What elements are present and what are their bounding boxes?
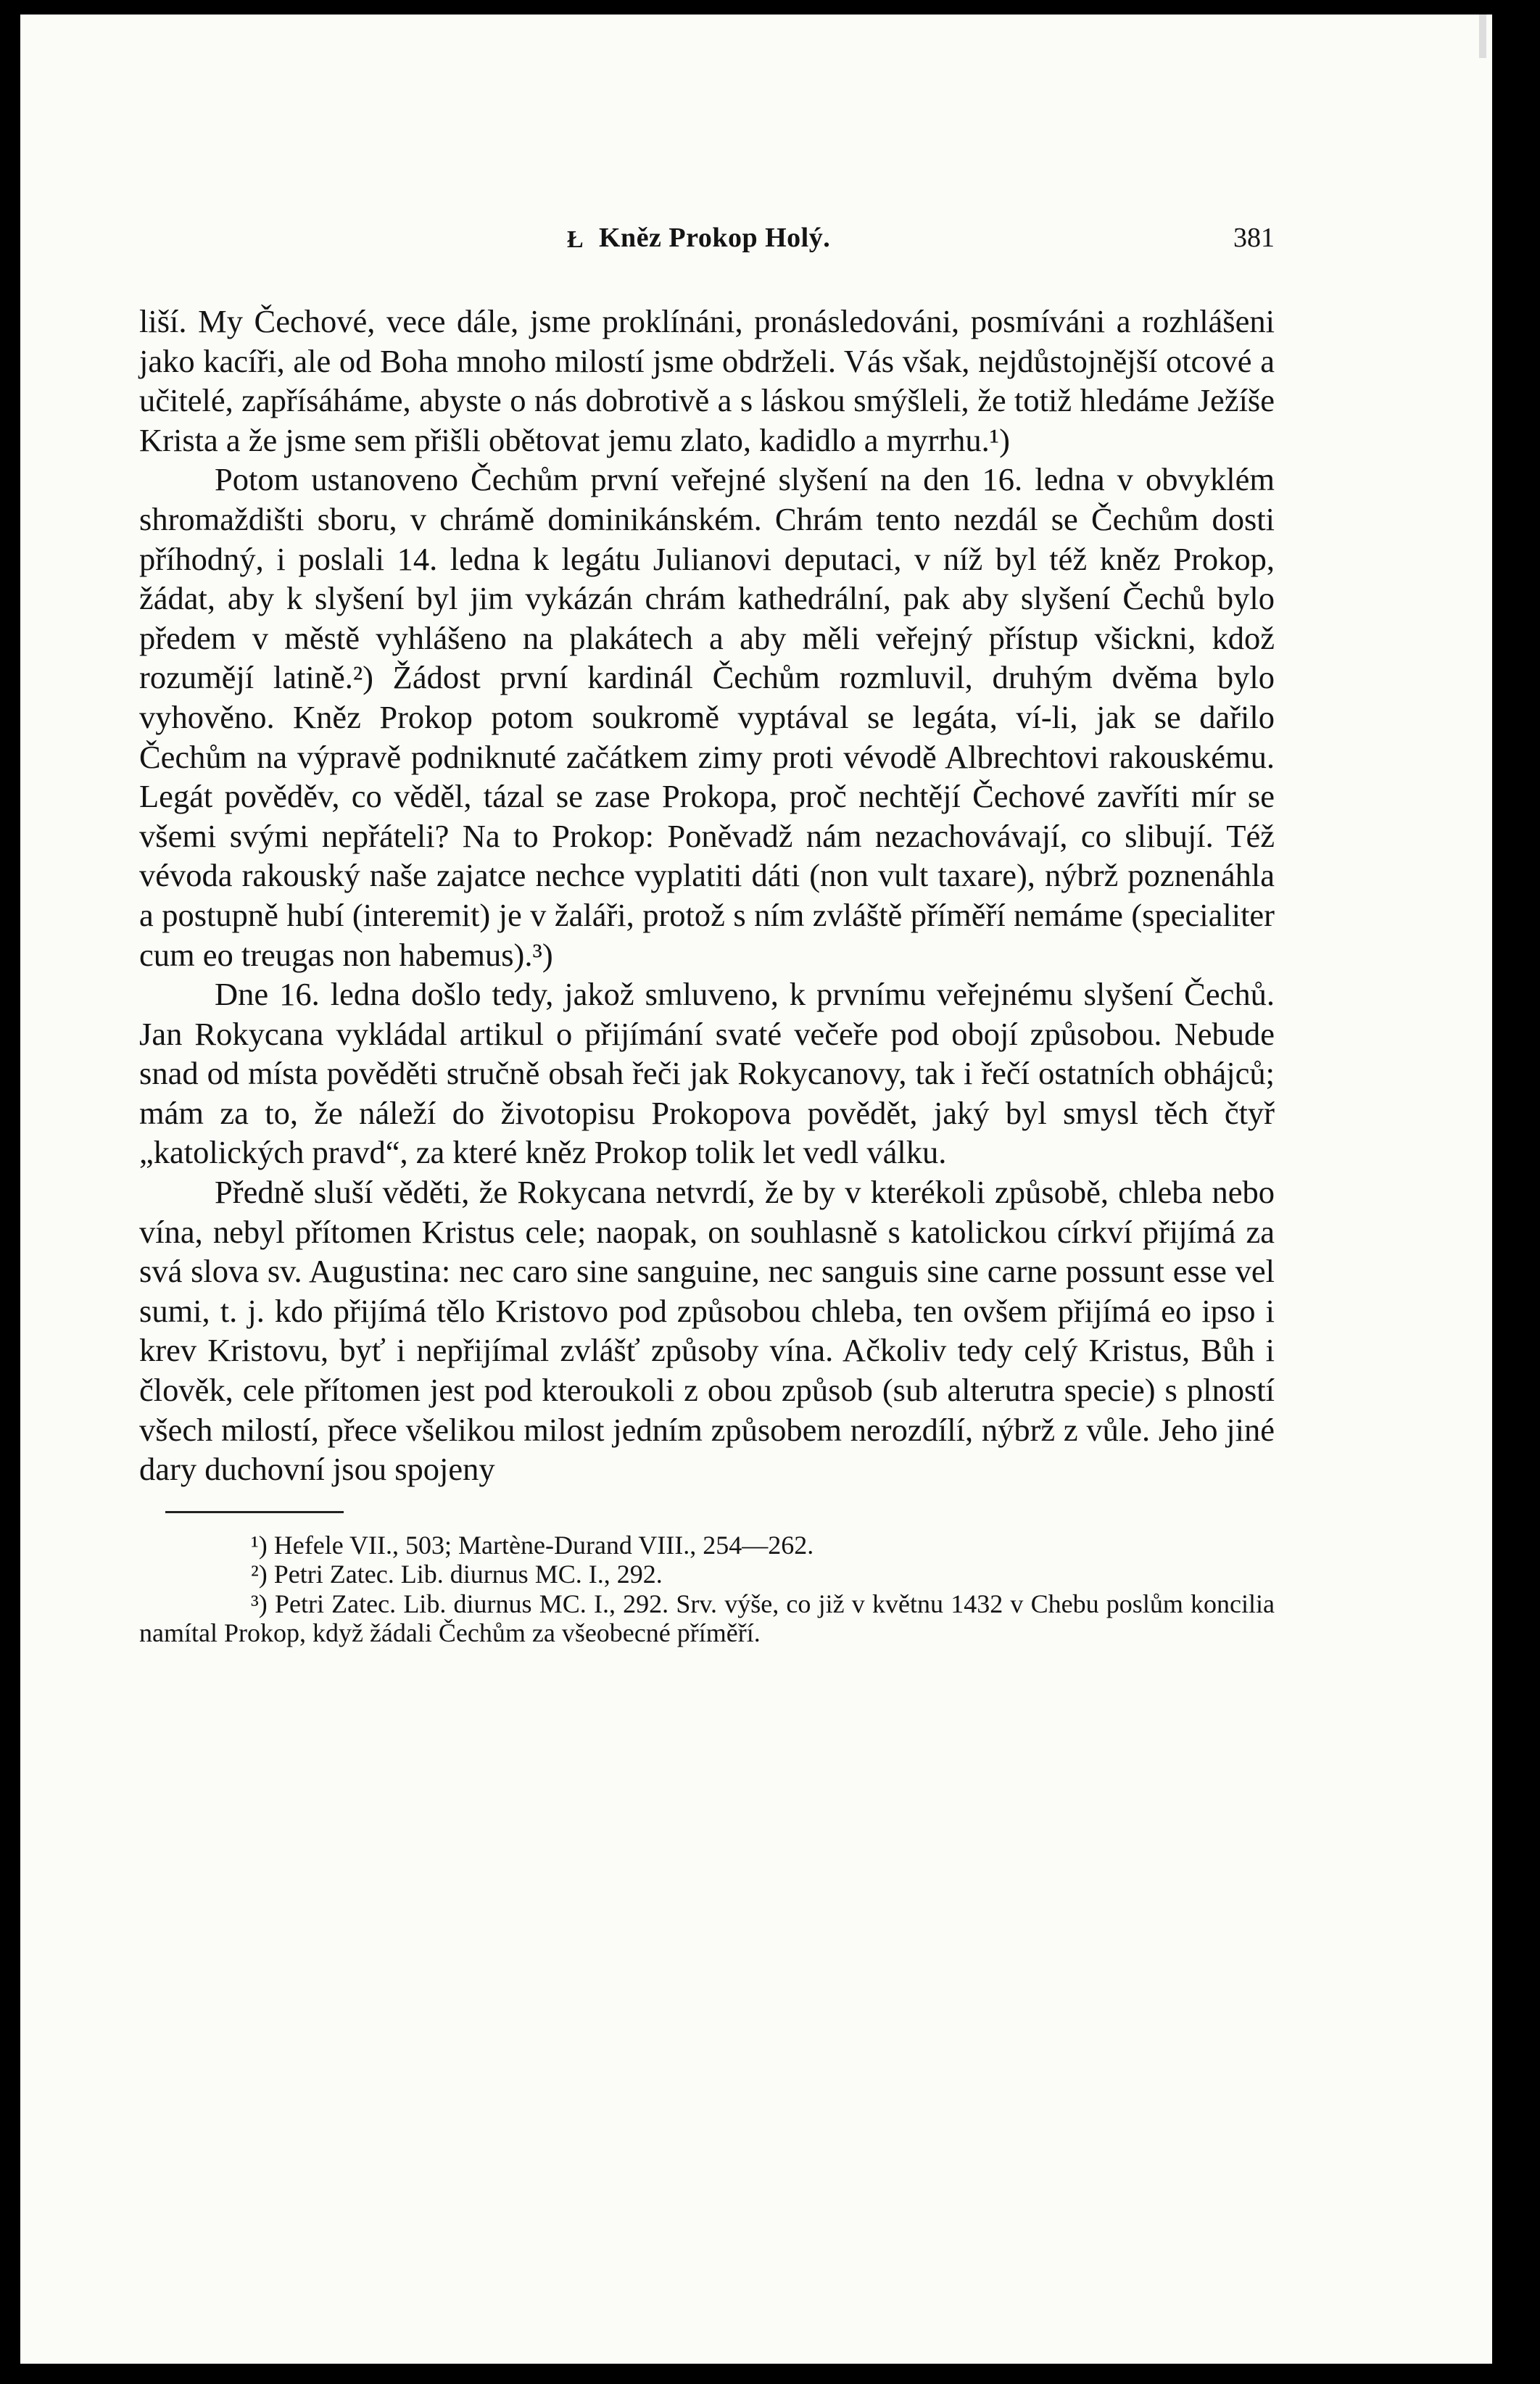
running-title: Kněz Prokop Holý. xyxy=(599,223,831,253)
footnotes xyxy=(139,1531,1275,1648)
footnote-3: ³) Petri Zatec. Lib. diurnus MC. I., 292. Srv. výše, co již v květnu 1432 v Chebu poslům koncilia namítal Prokop, když žádali Čechům za všeobecné příměří. xyxy=(139,1589,1275,1648)
header-mark: Ł xyxy=(567,226,584,253)
running-header xyxy=(139,222,1275,273)
paragraph-continuation: liší. My Čechové, vece dále, jsme proklínáni, pronásledováni, posmíváni a rozhlášeni jako kacíři, ale od Boha mnoho milostí jsme obdrželi. Vás však, nejdůstojnější otcové a učitelé, zapřísáháme, abyste o nás dobrotivě a s láskou smýšleli, že totiž hledáme Ježíše Krista a že jsme sem přišli obětovat jemu zlato, kadidlo a myrrhu.¹) xyxy=(139,303,1275,458)
footnote-2: ²) Petri Zatec. Lib. diurnus MC. I., 292. xyxy=(251,1560,663,1589)
footnote-divider xyxy=(165,1511,344,1513)
page-number: 381 xyxy=(1233,223,1275,253)
scan-border xyxy=(1492,0,1540,2384)
scan-border-highlight xyxy=(1479,15,1486,58)
body-text xyxy=(139,302,1275,1489)
paragraph: Dne 16. ledna došlo tedy, jakož smluveno, k prvnímu veřejnému slyšení Čechů. Jan Rokycana vykládal artikul o přijímání svaté večeře pod obojí způsobou. Nebude snad od místa pověděti stručně obsah řeči jak Rokycanovy, tak i řečí ostatních obhájců; mám za to, že náleží do životopisu Prokopova povědět, jaký byl smysl těch čtyř „katolických pravd“, za které kněz Prokop tolik let vedl válku. xyxy=(139,976,1275,1171)
paragraph: Potom ustanoveno Čechům první veřejné slyšení na den 16. ledna v obvyklém shromaždišti sboru, v chrámě dominikánském. Chrám tento nezdál se Čechům dosti příhodný, i poslali 14. ledna k legátu Julianovi deputaci, v níž byl též kněz Prokop, žádat, aby k slyšení byl jim vykázán chrám kathedrální, pak aby slyšení Čechů bylo předem v městě vyhlášeno na plakátech a aby měli veřejný přístup všickni, kdož rozumějí latině.²) Žádost první kardinál Čechům rozmluvil, druhým dvěma bylo vyhověno. Kněz Prokop potom soukromě vyptával se legáta, ví-li, jak se dařilo Čechům na výpravě podniknuté začátkem zimy proti vévodě Albrechtovi rakouskému. Legát pověděv, co věděl, tázal se zase Prokopa, proč nechtějí Čechové zavříti mír se všemi svými nepřáteli? Na to Prokop: Poněvadž nám nezachovávají, co slibují. Též vévoda rakouský naše zajatce nechce vyplatiti dáti (non vult taxare), nýbrž poznenáhla a postupně hubí (interemit) je v žaláři, protož s ním zvláště příměří nemáme (specialiter cum eo treugas non habemus).³) xyxy=(139,461,1275,973)
footnote-1: ¹) Hefele VII., 503; Martène-Durand VIII., 254—262. xyxy=(251,1530,814,1560)
page-content xyxy=(139,222,1275,1648)
paragraph: Předně sluší věděti, že Rokycana netvrdí, že by v kterékoli způsobě, chleba nebo vína, nebyl přítomen Kristus cele; naopak, on souhlasně s katolickou církví přijímá za svá slova sv. Augustina: nec caro sine sanguine, nec sanguis sine carne possunt esse vel sumi, t. j. kdo přijímá tělo Kristovo pod způsobou chleba, ten ovšem přijímá eo ipso i krev Kristovu, byť i nepřijímal zvlášť způsoby vína. Ačkoliv tedy celý Kristus, Bůh i člověk, cele přítomen jest pod kteroukoli z obou způsob (sub alterutra specie) s plností všech milostí, přece všelikou milost jedním způsobem nerozdílí, nýbrž z vůle. Jeho jiné dary duchovní jsou spojeny xyxy=(139,1174,1275,1488)
